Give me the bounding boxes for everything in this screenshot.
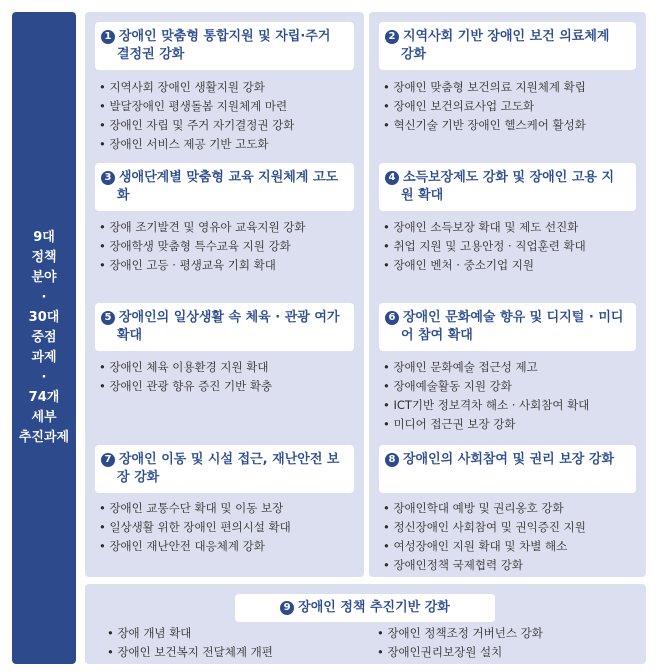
list-item: • 장애인권리보장원 설치 xyxy=(377,643,543,662)
list-item: • 장애인 교통수단 확대 및 이동 보장 xyxy=(99,499,291,518)
area-6-heading xyxy=(379,303,636,351)
area-2-list xyxy=(383,78,586,135)
sidebar-line: 30대 xyxy=(28,310,60,325)
sidebar-line: 분야 xyxy=(31,270,57,285)
sidebar-text xyxy=(14,228,74,448)
area-3-list xyxy=(99,218,305,275)
area-9-list-right xyxy=(377,624,543,662)
list-item: • 장애인정책 국제협력 강화 xyxy=(383,556,586,575)
sidebar-line: 추진과제 xyxy=(18,430,70,445)
area-2-heading xyxy=(379,22,636,70)
list-item: • 일상생활 위한 장애인 편의시설 확대 xyxy=(99,518,291,537)
list-item: • 발달장애인 평생돌봄 지원체계 마련 xyxy=(99,97,294,116)
list-item: • 장애인 벤처 · 중소기업 지원 xyxy=(383,256,586,275)
list-item: • 취업 지원 및 고용안정 · 직업훈련 확대 xyxy=(383,237,586,256)
number-badge-icon: 2 xyxy=(385,30,399,44)
area-9-heading xyxy=(235,594,495,622)
list-item: • 장애인 고등 · 평생교육 기회 확대 xyxy=(99,256,305,275)
area-1-title: 장애인 맞춤형 통합지원 및 자립·주거 결정권 강화 xyxy=(117,29,331,62)
area-7-title: 장애인 이동 및 시설 접근, 재난안전 보장 강화 xyxy=(117,452,340,485)
list-item: • 장애인학대 예방 및 권리옹호 강화 xyxy=(383,499,586,518)
area-5-title: 장애인의 일상생활 속 체육 · 관광 여가 확대 xyxy=(117,310,340,343)
number-badge-icon: 3 xyxy=(101,171,115,185)
area-3-title: 생애단계별 맞춤형 교육 지원체계 고도화 xyxy=(117,170,339,203)
area-6-title: 장애인 문화예술 향유 및 디지털 · 미디어 참여 확대 xyxy=(401,310,624,343)
area-8-heading xyxy=(379,445,636,493)
list-item: • 미디어 접근권 보장 강화 xyxy=(383,415,589,434)
list-item: • 정신장애인 사회참여 및 권익증진 지원 xyxy=(383,518,586,537)
list-item: • 장애인 문화예술 접근성 제고 xyxy=(383,358,589,377)
area-3-heading xyxy=(95,163,354,211)
sidebar-summary xyxy=(12,12,76,664)
sidebar-line: 9대 xyxy=(33,230,55,245)
area-4-list xyxy=(383,218,586,275)
area-9-list-left xyxy=(107,624,273,662)
list-item: • 장애 개념 확대 xyxy=(107,624,273,643)
list-item: • 장애인 보건복지 전달체계 개편 xyxy=(107,643,273,662)
number-badge-icon: 4 xyxy=(385,171,399,185)
area-1-heading xyxy=(95,22,354,70)
list-item: • 장애인 정책조정 거버넌스 강화 xyxy=(377,624,543,643)
sidebar-line: 정책 xyxy=(31,250,57,265)
list-item: • 장애인 자립 및 주거 자기결정권 강화 xyxy=(99,116,294,135)
list-item: • 장애예술활동 지원 강화 xyxy=(383,377,589,396)
list-item: • 장애인 맞춤형 보건의료 지원체계 확립 xyxy=(383,78,586,97)
number-badge-icon: 9 xyxy=(280,601,294,615)
list-item: • 장애인 서비스 제공 기반 고도화 xyxy=(99,135,294,154)
area-8-title: 장애인의 사회참여 및 권리 보장 강화 xyxy=(403,452,614,467)
left-column-panel xyxy=(85,12,364,577)
number-badge-icon: 5 xyxy=(101,311,115,325)
area-6-list xyxy=(383,358,589,434)
area-5-heading xyxy=(95,303,354,351)
number-badge-icon: 7 xyxy=(101,453,115,467)
number-badge-icon: 6 xyxy=(385,311,399,325)
number-badge-icon: 8 xyxy=(385,453,399,467)
area-5-list xyxy=(99,358,272,396)
list-item: • ICT기반 정보격차 해소 · 사회참여 확대 xyxy=(383,396,589,415)
area-7-heading xyxy=(95,445,354,493)
list-item: • 장애인 체육 이용환경 지원 확대 xyxy=(99,358,272,377)
list-item: • 지역사회 장애인 생활지원 강화 xyxy=(99,78,294,97)
area-4-heading xyxy=(379,163,636,211)
list-item: • 장애인 재난안전 대응체계 강화 xyxy=(99,537,291,556)
sidebar-line: 세부 xyxy=(31,410,57,425)
sidebar-line: · xyxy=(41,290,47,305)
number-badge-icon: 1 xyxy=(101,30,115,44)
sidebar-line: 74개 xyxy=(28,390,60,405)
list-item: • 장애학생 맞춤형 특수교육 지원 강화 xyxy=(99,237,305,256)
right-column-panel xyxy=(369,12,646,577)
list-item: • 장애 조기발견 및 영유아 교육지원 강화 xyxy=(99,218,305,237)
list-item: • 장애인 보건의료사업 고도화 xyxy=(383,97,586,116)
area-2-title: 지역사회 기반 장애인 보건 의료체계 강화 xyxy=(401,29,610,62)
area-8-list xyxy=(383,499,586,575)
sidebar-line: 과제 xyxy=(31,350,57,365)
area-1-list xyxy=(99,78,294,154)
area-4-title: 소득보장제도 강화 및 장애인 고용 지원 확대 xyxy=(401,170,614,203)
area-9-title: 장애인 정책 추진기반 강화 xyxy=(298,600,450,615)
list-item: • 장애인 소득보장 확대 및 제도 선진화 xyxy=(383,218,586,237)
list-item: • 혁신기술 기반 장애인 헬스케어 활성화 xyxy=(383,116,586,135)
sidebar-line: 중점 xyxy=(31,330,57,345)
area-7-list xyxy=(99,499,291,556)
bottom-panel xyxy=(85,584,646,664)
list-item: • 여성장애인 지원 확대 및 차별 해소 xyxy=(383,537,586,556)
list-item: • 장애인 관광 향유 증진 기반 확충 xyxy=(99,377,272,396)
sidebar-line: · xyxy=(41,370,47,385)
